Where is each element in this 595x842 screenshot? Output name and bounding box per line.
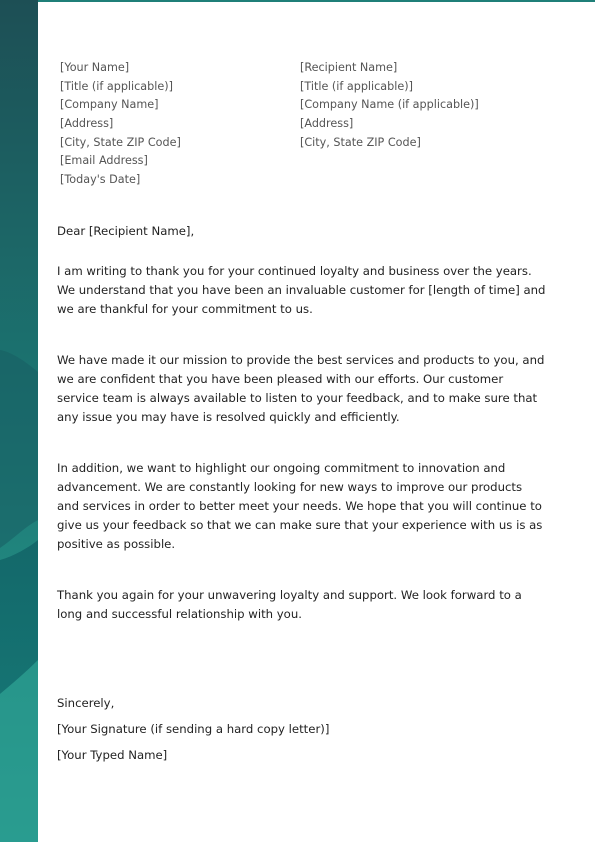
top-accent-rule: [38, 0, 595, 2]
recipient-title: [Title (if applicable)]: [300, 79, 413, 93]
sender-email: [Email Address]: [60, 154, 148, 168]
body-paragraph-2: [57, 351, 547, 427]
paragraph-text: Thank you again for your unwavering loyalty and support. We look forward to a long and successful relationship with you.: [57, 588, 522, 621]
body-paragraph-1: [57, 262, 547, 319]
body-paragraph-4: [57, 586, 547, 624]
sender-title: [Title (if applicable)]: [60, 79, 173, 93]
signature-placeholder: [Your Signature (if sending a hard copy letter)]: [57, 721, 330, 736]
recipient-address: [Address]: [300, 117, 354, 131]
recipient-company: [Company Name (if applicable)]: [300, 98, 479, 112]
recipient-name: [Recipient Name]: [300, 61, 398, 74]
closing: Sincerely,: [57, 695, 115, 710]
body-paragraph-3: [57, 459, 547, 554]
sender-address: [Address]: [60, 117, 114, 131]
paragraph-text: I am writing to thank you for your continued loyalty and business over the years. We understand that you have been an invaluable customer for [length of time] and we are thankful for your commitment to us.: [57, 264, 546, 316]
sender-company: [Company Name]: [60, 98, 159, 112]
salutation: Dear [Recipient Name],: [57, 223, 195, 238]
sender-address-block: [60, 59, 181, 190]
decorative-side-band: [0, 0, 38, 842]
paragraph-text: We have made it our mission to provide the best services and products to you, and we are confident that you have been pleased with our efforts. Our customer service team is always available to listen to your feedback, and to make sure that any issue you may have is resolved quickly and efficiently.: [57, 353, 545, 424]
recipient-address-block: [300, 59, 479, 152]
letter-date: [Today's Date]: [60, 173, 141, 187]
sender-city-state-zip: [City, State ZIP Code]: [60, 135, 181, 149]
teal-wave-graphic: [0, 0, 38, 842]
paragraph-text: In addition, we want to highlight our ongoing commitment to innovation and advancement. We are constantly looking for new ways to improve our products and services in order to better meet your needs. We hope that you will continue to give us your feedback so that we can make sure that your experience with us is as positive as possible.: [57, 461, 543, 551]
sender-name: [Your Name]: [60, 61, 130, 74]
recipient-city-state-zip: [City, State ZIP Code]: [300, 135, 421, 149]
typed-name-placeholder: [Your Typed Name]: [57, 747, 168, 762]
